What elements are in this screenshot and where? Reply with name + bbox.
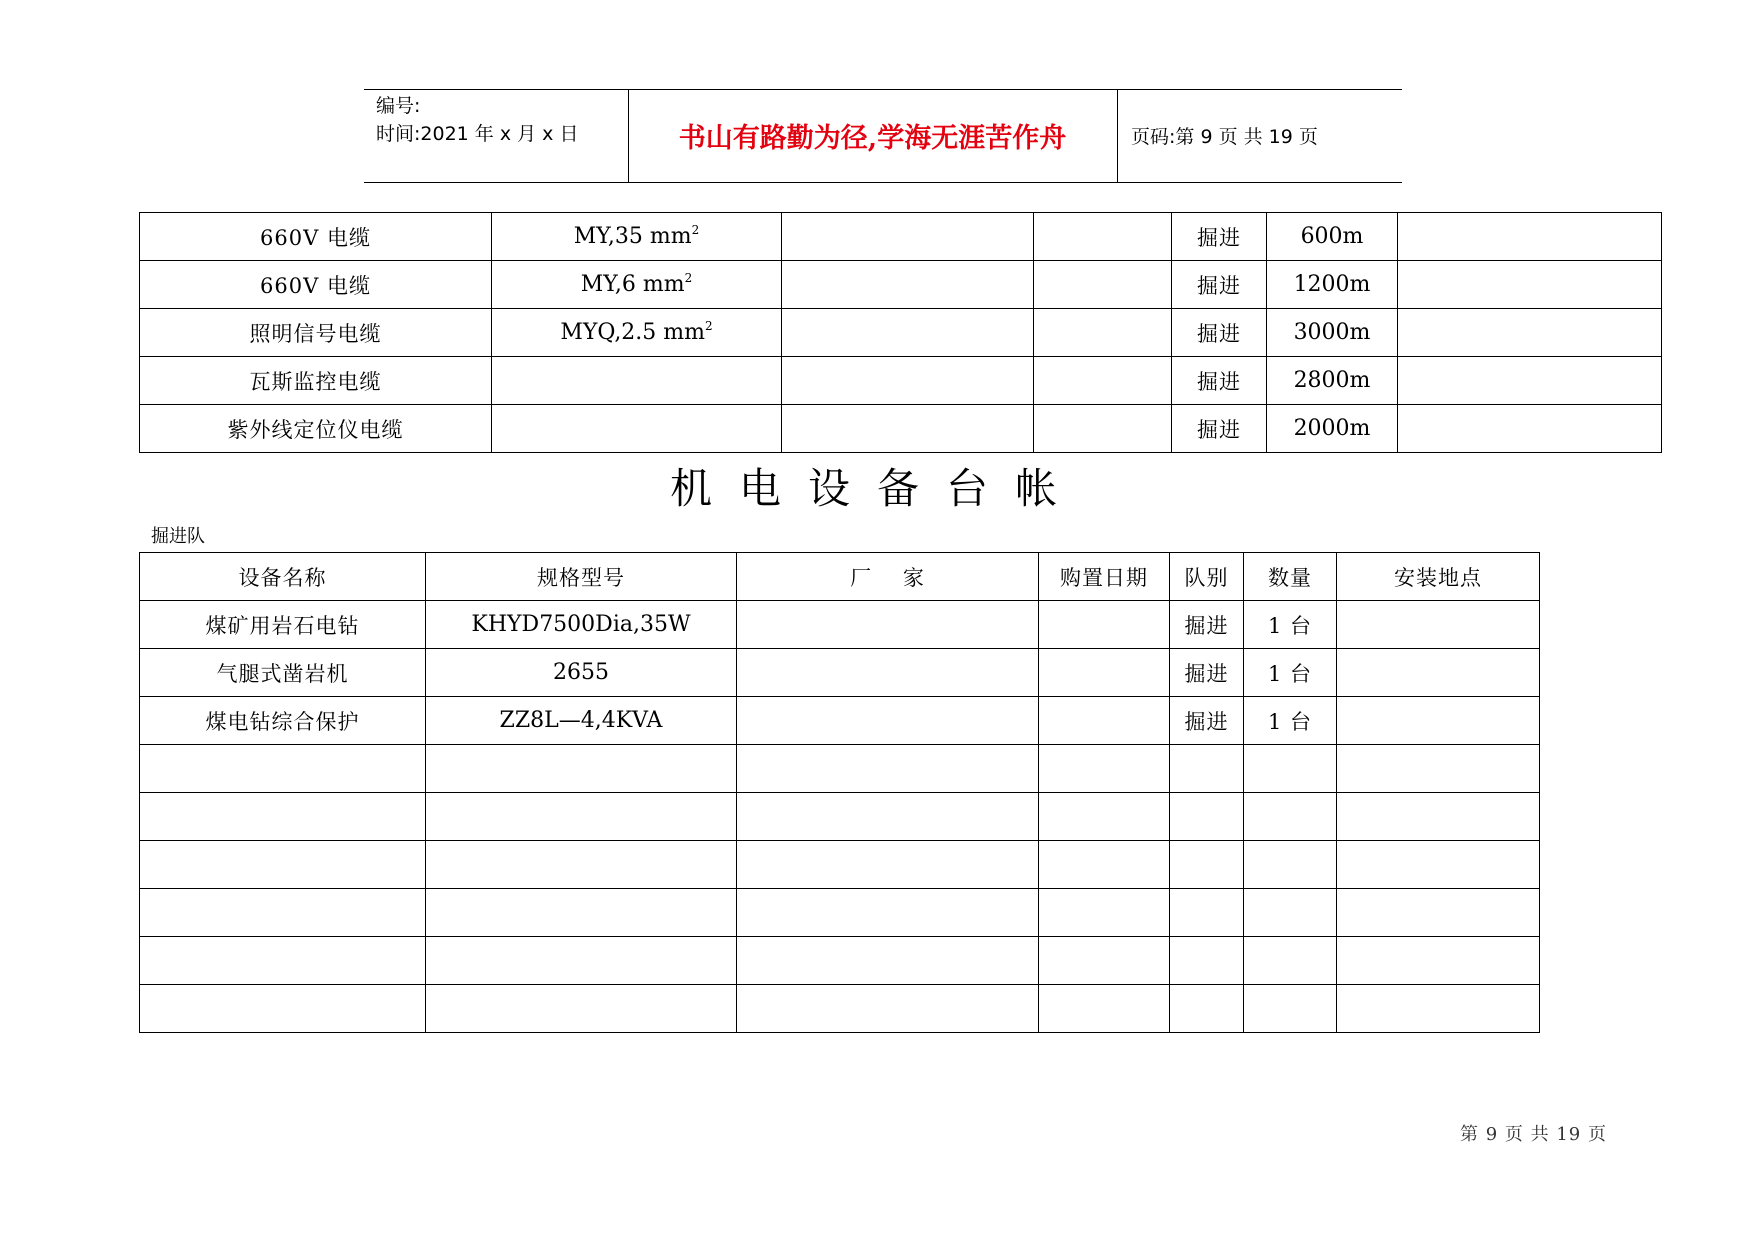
table-cell xyxy=(1244,889,1337,937)
header-divider-right xyxy=(1117,89,1118,182)
table-row xyxy=(140,697,1540,745)
table-cell xyxy=(1267,261,1398,309)
table-cell xyxy=(140,889,426,937)
cell-text: 1200m xyxy=(1293,272,1371,297)
page-title: 机电设备台帐 xyxy=(669,464,1084,513)
table-cell xyxy=(1034,405,1172,453)
table-cell xyxy=(1039,889,1170,937)
table-cell xyxy=(1034,357,1172,405)
table-cell xyxy=(737,793,1039,841)
cell-text: MYQ,2.5 mm xyxy=(560,320,706,345)
column-header: 队别 xyxy=(1170,553,1244,601)
table-cell: 1 台 xyxy=(1244,601,1337,649)
cell-text: 掘进 xyxy=(1197,417,1241,442)
table-cell xyxy=(140,793,426,841)
table-row xyxy=(140,601,1540,649)
table-cell xyxy=(1337,889,1540,937)
table-row xyxy=(140,405,1662,453)
table-row xyxy=(140,745,1540,793)
cell-text: 掘进 xyxy=(1197,321,1241,346)
column-header: 厂 家 xyxy=(737,553,1039,601)
cell-text: 660V 电缆 xyxy=(260,225,371,250)
header-motto: 书山有路勤为径,学海无涯苦作舟 xyxy=(678,123,1067,154)
table-cell: 掘进 xyxy=(1170,697,1244,745)
table-cell xyxy=(1398,213,1662,261)
column-header: 数量 xyxy=(1244,553,1337,601)
table-cell xyxy=(1337,745,1540,793)
column-header: 设备名称 xyxy=(140,553,426,601)
table-row xyxy=(140,261,1662,309)
table-cell xyxy=(1034,261,1172,309)
table-cell xyxy=(1039,985,1170,1033)
table-cell xyxy=(1267,213,1398,261)
cell-text: 瓦斯监控电缆 xyxy=(249,369,382,394)
table-cell xyxy=(426,793,737,841)
header-bottom-rule xyxy=(364,182,1402,183)
table-cell xyxy=(140,357,492,405)
page-footer: 第 9 页 共 19 页 xyxy=(1460,1124,1607,1145)
table-cell xyxy=(1034,309,1172,357)
table-cell xyxy=(1337,649,1540,697)
table-cell xyxy=(140,405,492,453)
table-cell xyxy=(140,309,492,357)
table-cell xyxy=(782,309,1034,357)
table-cell: 1 台 xyxy=(1244,697,1337,745)
table-cell xyxy=(1337,697,1540,745)
table-cell: 煤矿用岩石电钻 xyxy=(140,601,426,649)
table-cell xyxy=(1039,649,1170,697)
table-cell xyxy=(737,937,1039,985)
table-cell xyxy=(1039,697,1170,745)
header-left-block xyxy=(376,92,578,148)
unit-superscript: 2 xyxy=(691,223,700,237)
table-row xyxy=(140,213,1662,261)
table-cell xyxy=(1267,357,1398,405)
table-cell xyxy=(140,213,492,261)
table-cell xyxy=(492,213,782,261)
table-row xyxy=(140,793,1540,841)
table-cell: 1 台 xyxy=(1244,649,1337,697)
table-cell xyxy=(492,405,782,453)
table-cell xyxy=(492,357,782,405)
table-cell xyxy=(426,841,737,889)
table-cell xyxy=(492,261,782,309)
cell-text: 掘进 xyxy=(1197,369,1241,394)
table-cell xyxy=(1244,793,1337,841)
table-cell xyxy=(737,649,1039,697)
cell-text: MY,35 mm xyxy=(573,224,692,249)
table-cell xyxy=(1034,213,1172,261)
table-row xyxy=(140,841,1540,889)
cell-text: 2800m xyxy=(1293,368,1371,393)
table-row xyxy=(140,649,1540,697)
table-cell xyxy=(1172,309,1267,357)
table-cell: 煤电钻综合保护 xyxy=(140,697,426,745)
cell-text: 660V 电缆 xyxy=(260,273,371,298)
table-cell xyxy=(140,937,426,985)
table-cell xyxy=(426,889,737,937)
table-header-row xyxy=(140,553,1540,601)
table-cell xyxy=(1337,601,1540,649)
table-cell xyxy=(1172,405,1267,453)
document-number-label: 编号: xyxy=(376,95,421,117)
table-cell xyxy=(782,261,1034,309)
table-cell xyxy=(782,213,1034,261)
table-cell xyxy=(1170,745,1244,793)
table-cell xyxy=(1170,985,1244,1033)
table-cell xyxy=(1398,261,1662,309)
table-cell xyxy=(426,937,737,985)
table-cell xyxy=(737,841,1039,889)
table-cell xyxy=(1039,601,1170,649)
cell-text: 掘进 xyxy=(1197,273,1241,298)
cell-text: 600m xyxy=(1300,224,1364,249)
table-cell: KHYD7500Dia,35W xyxy=(426,601,737,649)
cell-text: 紫外线定位仪电缆 xyxy=(227,417,404,442)
team-label: 掘进队 xyxy=(151,526,205,547)
table-cell xyxy=(1244,937,1337,985)
table-cell xyxy=(426,745,737,793)
equipment-table-header xyxy=(140,553,1540,601)
table-cell xyxy=(737,889,1039,937)
table-cell xyxy=(140,841,426,889)
column-header: 规格型号 xyxy=(426,553,737,601)
table-row xyxy=(140,889,1540,937)
header-page-number: 页码:第 9 页 共 19 页 xyxy=(1131,126,1318,148)
table-cell xyxy=(1170,841,1244,889)
cell-text: 3000m xyxy=(1293,320,1371,345)
equipment-table-body xyxy=(140,601,1540,1033)
table-cell xyxy=(737,697,1039,745)
unit-superscript: 2 xyxy=(684,271,693,285)
table-cell xyxy=(737,745,1039,793)
table-cell xyxy=(737,985,1039,1033)
table-cell xyxy=(1170,889,1244,937)
table-cell xyxy=(1267,405,1398,453)
table-cell xyxy=(492,309,782,357)
table-row xyxy=(140,937,1540,985)
table-cell: 气腿式凿岩机 xyxy=(140,649,426,697)
table-cell xyxy=(1337,841,1540,889)
table-cell xyxy=(1170,937,1244,985)
table-row xyxy=(140,309,1662,357)
cell-text: 2000m xyxy=(1293,416,1371,441)
table-cell xyxy=(782,357,1034,405)
table-cell xyxy=(1170,793,1244,841)
cell-text: MY,6 mm xyxy=(580,272,685,297)
table-cell xyxy=(1172,261,1267,309)
table-cell xyxy=(426,985,737,1033)
document-time-label: 时间:2021 年 x 月 x 日 xyxy=(376,123,579,145)
table-cell xyxy=(782,405,1034,453)
table-cell xyxy=(140,745,426,793)
column-header: 购置日期 xyxy=(1039,553,1170,601)
table-cell: ZZ8L—4,4KVA xyxy=(426,697,737,745)
table-cell xyxy=(1244,985,1337,1033)
table-cell xyxy=(1172,213,1267,261)
table-cell: 2655 xyxy=(426,649,737,697)
unit-superscript: 2 xyxy=(705,319,713,333)
table-cell xyxy=(1398,357,1662,405)
table-cell xyxy=(1337,985,1540,1033)
table-cell xyxy=(1039,841,1170,889)
table-cell: 掘进 xyxy=(1170,601,1244,649)
cable-table xyxy=(139,212,1662,453)
table-cell xyxy=(1039,793,1170,841)
table-cell xyxy=(1244,745,1337,793)
table-cell xyxy=(1172,357,1267,405)
table-cell xyxy=(1398,309,1662,357)
table-row xyxy=(140,357,1662,405)
table-cell xyxy=(1039,937,1170,985)
table-cell xyxy=(1039,745,1170,793)
column-header: 安装地点 xyxy=(1337,553,1540,601)
equipment-table xyxy=(139,552,1540,1033)
table-cell: 掘进 xyxy=(1170,649,1244,697)
table-cell xyxy=(1337,793,1540,841)
cell-text: 掘进 xyxy=(1197,225,1241,250)
table-cell xyxy=(1337,937,1540,985)
table-cell xyxy=(140,985,426,1033)
table-cell xyxy=(140,261,492,309)
cable-table-body xyxy=(140,213,1662,453)
table-cell xyxy=(1267,309,1398,357)
cell-text: 照明信号电缆 xyxy=(249,321,382,346)
table-cell xyxy=(737,601,1039,649)
table-cell xyxy=(1398,405,1662,453)
table-row xyxy=(140,985,1540,1033)
table-cell xyxy=(1244,841,1337,889)
